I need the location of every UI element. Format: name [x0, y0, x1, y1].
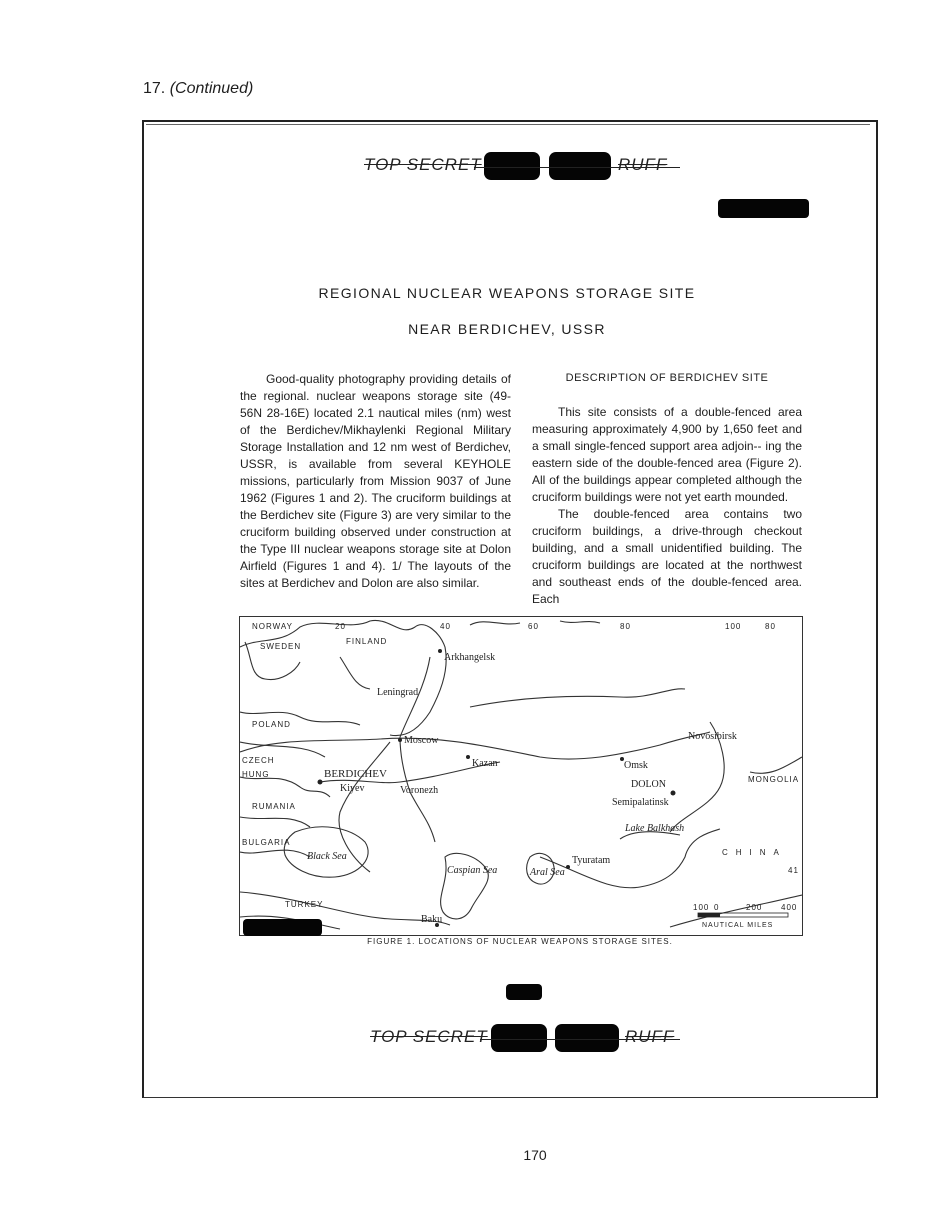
coastline-north: [240, 620, 446, 735]
right-column: [532, 404, 802, 608]
city-label: Omsk: [624, 760, 648, 771]
city-label: Baku: [421, 914, 443, 925]
page-number: 170: [523, 1147, 547, 1163]
longitude-tick: 20: [335, 622, 346, 631]
country-label: FINLAND: [346, 637, 388, 646]
country-label: SWEDEN: [260, 642, 302, 651]
water-label: Aral Sea: [530, 867, 565, 878]
redaction-block: [243, 919, 322, 936]
city-dot: [466, 755, 470, 759]
redaction-block: [506, 984, 542, 1000]
city-label: Leningrad: [377, 687, 419, 698]
left-column: [240, 371, 511, 592]
city-label: Novosibirsk: [688, 731, 737, 742]
country-label: HUNG: [242, 770, 270, 779]
scale-tick: 400: [781, 903, 798, 912]
city-label: DOLON: [631, 779, 666, 790]
footer-classification-right: RUFF: [625, 1027, 675, 1046]
longitude-tick: 40: [440, 622, 451, 631]
header-classification-left: TOP SECRET: [364, 155, 482, 174]
city-dot: [566, 865, 570, 869]
redaction-block: [718, 199, 809, 218]
country-label: TURKEY: [285, 900, 324, 909]
berdichev-dot: [318, 780, 323, 785]
city-dot: [398, 738, 402, 742]
right-paragraph-1: This site consists of a double-fenced area measuring approximately 4,900 by 1,650 feet and a small single-fenced support area adjoin-- ing the eastern side of the double-fenced area (Figure 2). All of the buildings appear completed although the cruciform buildings were not yet earth mounded.: [532, 405, 802, 504]
water-label: Caspian Sea: [447, 865, 498, 876]
scale-tick: 0: [714, 903, 720, 912]
document-frame: [142, 120, 878, 1098]
city-label: Semipalatinsk: [612, 797, 669, 808]
frame-inner-rule: [146, 124, 870, 125]
dolon-dot: [671, 791, 676, 796]
country-label: MONGOLIA: [748, 775, 800, 784]
right-paragraph-2: The double-fenced area contains two cruciform buildings, a drive-through checkout building, and a small unidentified building. The cruciform buildings are located at the northwest and southeast ends of the double-fenced area. Each: [532, 507, 802, 606]
section-label: [143, 80, 253, 98]
country-label: RUMANIA: [252, 802, 296, 811]
city-label: Kazan: [472, 758, 498, 769]
left-paragraph: Good-quality photography providing details of the regional. nuclear weapons storage site (49-56N 28-16E) located 2.1 nautical miles (nm) west of the Berdichev/Mikhaylenki Regional Military Storage Installation and 12 nm west of Berdichev, USSR, is available from several KEYHOLE missions, particularly from Mission 9037 of June 1962 (Figures 1 and 2). The cruciform buildings at the Berdichev site (Figure 3) are very similar to the cruciform building observed under construction at the Type III nuclear weapons storage site at Dolon Airfield (Figures 1 and 4). 1/ The layouts of the sites at Berdichev and Dolon are also similar.: [240, 372, 511, 590]
footer-classification-left: TOP SECRET: [370, 1027, 488, 1046]
right-column-heading: DESCRIPTION OF BERDICHEV SITE: [565, 372, 769, 384]
redaction-block: [549, 152, 611, 180]
map-svg: [240, 617, 802, 935]
longitude-tick: 80: [620, 622, 631, 631]
country-label: POLAND: [252, 720, 291, 729]
city-label: Voronezh: [400, 785, 439, 796]
country-label: NORWAY: [252, 622, 293, 631]
route-line: [240, 732, 710, 759]
longitude-tick: 80: [765, 622, 776, 631]
route-line: [470, 689, 685, 707]
country-label: BULGARIA: [242, 838, 291, 847]
country-label: CHINA: [722, 848, 787, 857]
redaction-block: [555, 1024, 619, 1052]
country-label: CZECH: [242, 756, 275, 765]
scale-bar: [693, 866, 799, 929]
city-label: Moscow: [404, 735, 439, 746]
water-label: Black Sea: [307, 851, 347, 862]
city-label: Tyuratam: [572, 855, 611, 866]
southern-border: [540, 829, 720, 888]
longitude-tick: 100: [725, 622, 742, 631]
locations-map: [239, 616, 803, 936]
figure-caption: FIGURE 1. LOCATIONS OF NUCLEAR WEAPONS STORAGE SITES.: [367, 937, 673, 946]
scale-tick: 100: [693, 903, 710, 912]
redaction-block: [491, 1024, 547, 1052]
document-title: REGIONAL NUCLEAR WEAPONS STORAGE SITE: [318, 285, 696, 301]
city-label: Kiyev: [340, 783, 365, 794]
water-label: Lake Balkhash: [625, 823, 685, 834]
city-dot: [438, 649, 442, 653]
city-label: Arkhangelsk: [444, 652, 496, 663]
section-continued: (Continued): [169, 80, 254, 97]
longitude-tick: 60: [528, 622, 539, 631]
scale-unit: NAUTICAL MILES: [702, 922, 774, 929]
city-label: BERDICHEV: [324, 768, 387, 780]
caspian-sea-outline: [441, 853, 489, 919]
map-edge-marker: 41: [788, 866, 799, 875]
scale-tick: 200: [746, 903, 763, 912]
section-number: 17.: [143, 80, 166, 97]
redaction-block: [484, 152, 540, 180]
document-subtitle: NEAR BERDICHEV, USSR: [408, 321, 606, 337]
header-classification-right: RUFF: [618, 155, 668, 174]
